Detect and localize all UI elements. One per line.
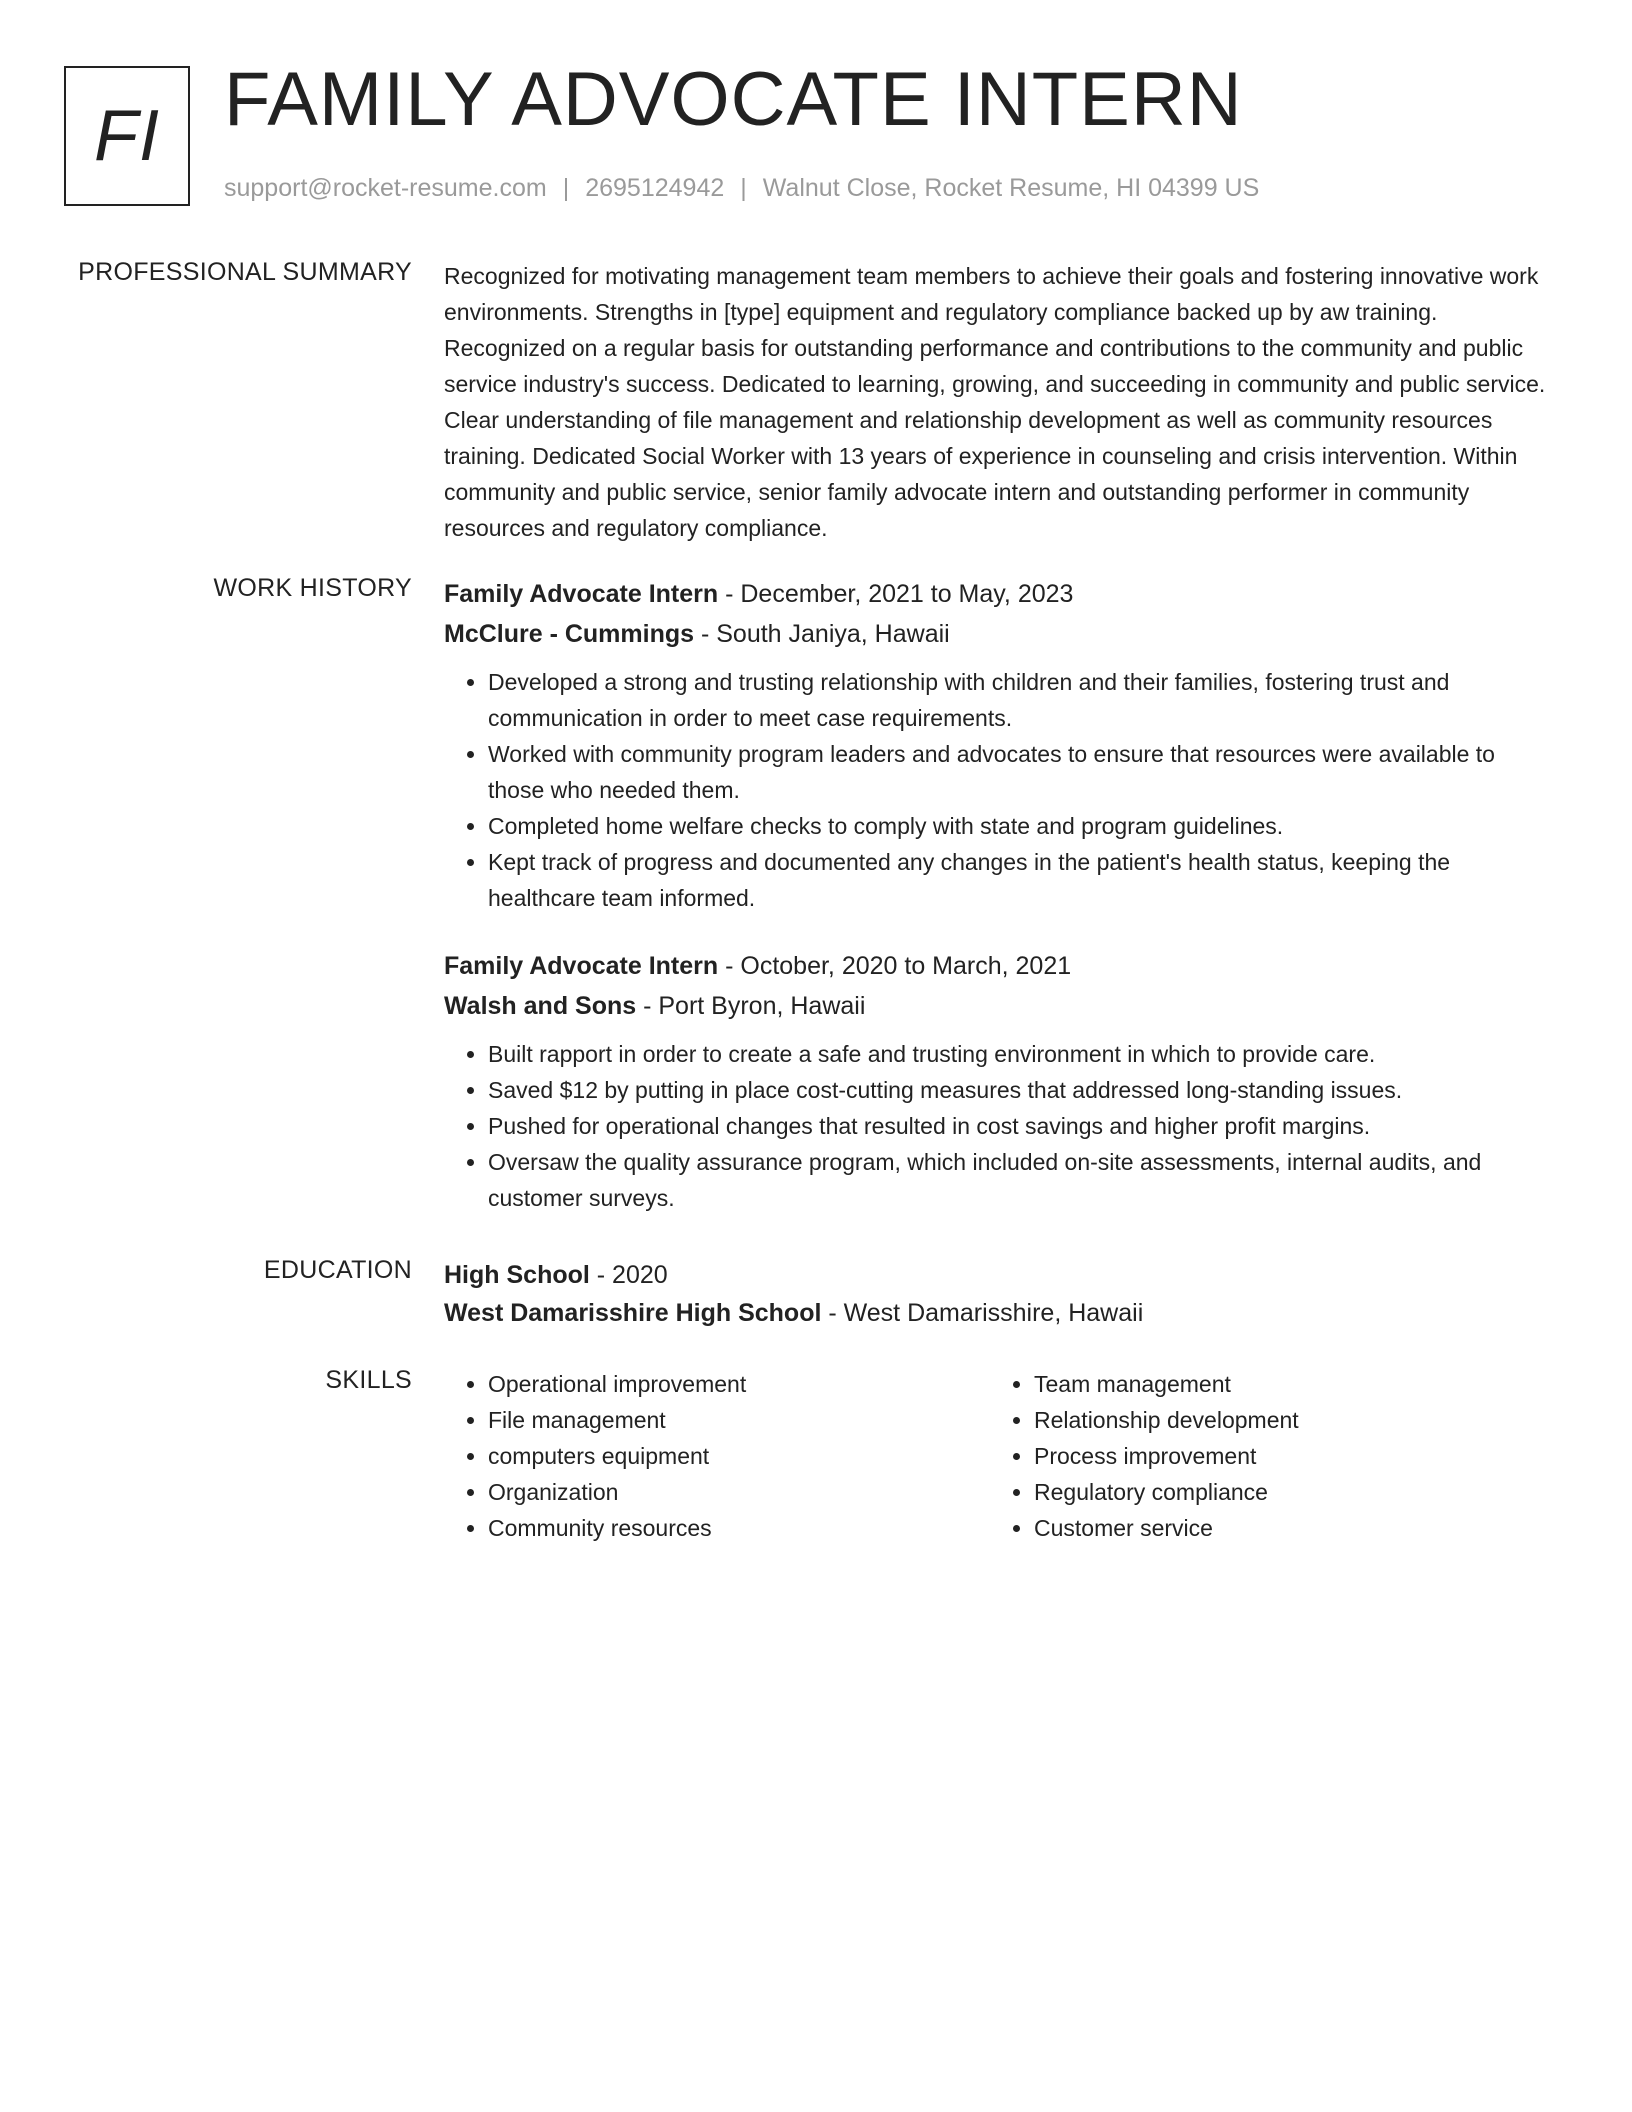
skills-grid	[444, 1366, 1556, 1546]
job-company-line	[444, 614, 1556, 654]
job-dates: - December, 2021 to May, 2023	[718, 580, 1074, 608]
job-role: Family Advocate Intern	[444, 952, 719, 980]
education-year: - 2020	[589, 1261, 668, 1289]
job-bullet: • Saved $12 by putting in place cost-cutting measures that addressed long-standing issues.	[488, 1072, 1556, 1108]
skill-item: • Operational improvement	[488, 1366, 990, 1402]
job-bullets	[444, 1036, 1556, 1216]
contact-address: Walnut Close, Rocket Resume, HI 04399 US	[762, 174, 1260, 202]
job-bullet: • Worked with community program leaders and advocates to ensure that resources were available to those who needed them.	[488, 736, 1556, 808]
education-degree-line	[444, 1256, 1556, 1294]
job-entry	[444, 574, 1556, 916]
job-company: Walsh and Sons	[444, 992, 637, 1020]
education-school: West Damarisshire High School	[444, 1299, 822, 1327]
job-title-line	[444, 574, 1556, 614]
job-location: - South Janiya, Hawaii	[694, 620, 950, 648]
contact-phone: 2695124942	[585, 174, 725, 202]
job-entry	[444, 946, 1556, 1216]
skill-item: • computers equipment	[488, 1438, 990, 1474]
skill-item: • Organization	[488, 1474, 990, 1510]
monogram-logo: FI	[64, 66, 190, 206]
section-title-education: EDUCATION	[263, 1256, 412, 1284]
contact-email: support@rocket-resume.com	[224, 174, 547, 202]
skill-item: • Team management	[1034, 1366, 1536, 1402]
job-title-line	[444, 946, 1556, 986]
summary-body	[444, 258, 1556, 546]
job-bullet: • Developed a strong and trusting relationship with children and their families, fostering trust and communication in order to meet case requirements.	[488, 664, 1556, 736]
job-company: McClure - Cummings	[444, 620, 695, 648]
job-bullet: • Oversaw the quality assurance program, which included on-site assessments, internal audits, and customer surveys.	[488, 1144, 1556, 1216]
summary-text: Recognized for motivating management team members to achieve their goals and fostering innovative work environments. Strengths in [type] equipment and regulatory compliance backed up by aw training. Recognized on a regular basis for outstanding performance and contributions to the community and public service industry's success. Dedicated to learning, growing, and succeeding in community and public service. Clear understanding of file management and relationship development as well as community resources training. Dedicated Social Worker with 13 years of experience in counseling and crisis intervention. Within community and public service, senior family advocate intern and outstanding performer in community resources and regulatory compliance.	[444, 263, 1546, 541]
skills-column-left	[444, 1366, 990, 1546]
job-bullet: • Pushed for operational changes that resulted in cost savings and higher profit margins.	[488, 1108, 1556, 1144]
job-bullet: • Kept track of progress and documented any changes in the patient's health status, keeping the healthcare team informed.	[488, 844, 1556, 916]
job-bullet: • Completed home welfare checks to comply with state and program guidelines.	[488, 808, 1556, 844]
section-title-summary: PROFESSIONAL SUMMARY	[78, 258, 412, 286]
job-bullets	[444, 664, 1556, 916]
job-dates: - October, 2020 to March, 2021	[718, 952, 1072, 980]
job-role: Family Advocate Intern	[444, 580, 719, 608]
skill-item: • Customer service	[1034, 1510, 1536, 1546]
contact-separator: |	[740, 174, 747, 202]
contact-line	[224, 174, 1259, 203]
education-body	[444, 1256, 1556, 1332]
skill-item: • Relationship development	[1034, 1402, 1536, 1438]
skill-item: • File management	[488, 1402, 990, 1438]
job-location: - Port Byron, Hawaii	[636, 992, 866, 1020]
work-history-body	[444, 574, 1556, 1216]
section-title-skills: SKILLS	[325, 1366, 412, 1394]
education-school-line	[444, 1294, 1556, 1332]
section-title-work-history: WORK HISTORY	[213, 574, 412, 602]
skill-item: • Process improvement	[1034, 1438, 1536, 1474]
skills-column-right	[990, 1366, 1536, 1546]
contact-separator: |	[562, 174, 570, 202]
resume-name: FAMILY ADVOCATE INTERN	[224, 57, 1243, 142]
education-degree: High School	[444, 1261, 590, 1289]
skills-body	[444, 1366, 1556, 1546]
job-company-line	[444, 986, 1556, 1026]
skill-item: • Regulatory compliance	[1034, 1474, 1536, 1510]
skill-item: • Community resources	[488, 1510, 990, 1546]
job-bullet: • Built rapport in order to create a safe and trusting environment in which to provide care.	[488, 1036, 1556, 1072]
education-location: - West Damarisshire, Hawaii	[821, 1299, 1144, 1327]
